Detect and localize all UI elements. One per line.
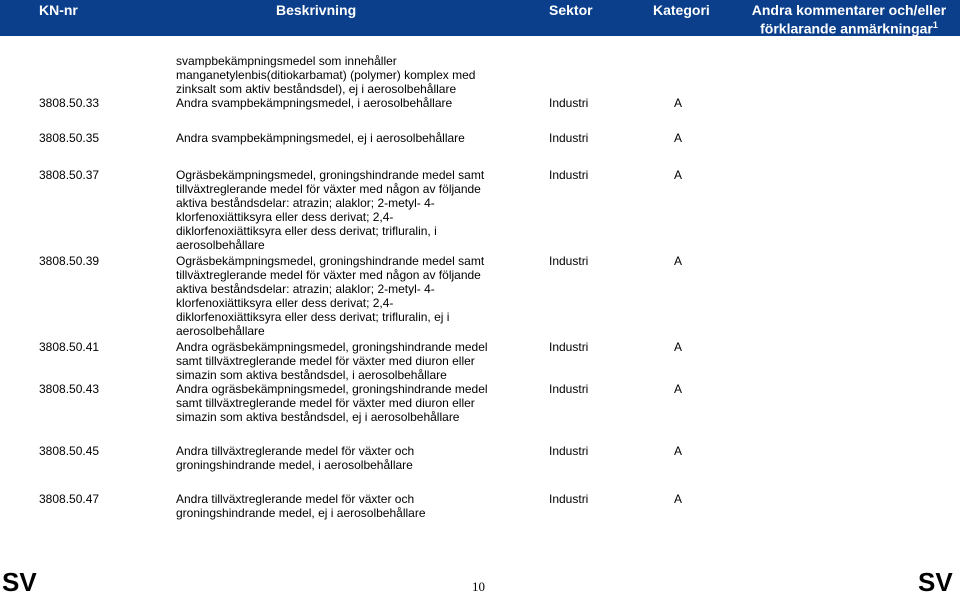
kategori-cell: A — [674, 444, 683, 458]
description-line: tillväxtreglerande medel för växter med någon av följande — [176, 182, 481, 196]
description-cell — [176, 492, 536, 520]
kn-cell: 3808.50.43 — [39, 382, 100, 396]
kn-cell: 3808.50.47 — [39, 492, 100, 506]
sektor-cell: Industri — [549, 382, 589, 396]
sektor-cell: Industri — [549, 340, 589, 354]
kategori-cell: A — [674, 340, 683, 354]
table-header — [0, 0, 960, 36]
description-line: Ogräsbekämpningsmedel, groningshindrande medel samt — [176, 168, 485, 182]
description-line: klorfenoxiättiksyra eller dess derivat; 2,4- — [176, 296, 394, 310]
kategori-cell: A — [674, 492, 683, 506]
description-cell — [176, 444, 536, 472]
sektor-cell: Industri — [549, 131, 589, 145]
description-line: manganetylenbis(ditiokarbamat) (polymer) komplex med — [176, 68, 476, 82]
description-line: Andra tillväxtreglerande medel för växter och — [176, 492, 415, 506]
header-anmarkningar — [749, 3, 949, 37]
description-line: svampbekämpningsmedel som innehåller — [176, 54, 397, 68]
description-line: aktiva beståndsdelar: atrazin; alaklor; 2-metyl- 4- — [176, 282, 435, 296]
kategori-cell: A — [674, 131, 683, 145]
sektor-cell: Industri — [549, 254, 589, 268]
description-cell — [176, 96, 536, 110]
sektor-cell: Industri — [549, 96, 589, 110]
description-cell — [176, 131, 536, 145]
description-cell — [176, 254, 536, 338]
description-line: klorfenoxiättiksyra eller dess derivat; 2,4- — [176, 210, 394, 224]
footer-language-code-left: SV — [2, 567, 37, 597]
description-line: groningshindrande medel, i aerosolbehållare — [176, 458, 413, 472]
description-line: zinksalt som aktiv beståndsdel), ej i aerosolbehållare — [176, 82, 457, 96]
kn-cell: 3808.50.33 — [39, 96, 100, 110]
description-line: groningshindrande medel, ej i aerosolbehållare — [176, 506, 426, 520]
description-cell — [176, 168, 536, 252]
description-line: samt tillväxtreglerande medel för växter med diuron eller — [176, 396, 475, 410]
description-cell — [176, 54, 536, 96]
description-line: Andra svampbekämpningsmedel, ej i aerosolbehållare — [176, 131, 465, 145]
description-line: aerosolbehållare — [176, 324, 265, 338]
description-line: tillväxtreglerande medel för växter med någon av följande — [176, 268, 481, 282]
description-line: Andra svampbekämpningsmedel, i aerosolbehållare — [176, 96, 453, 110]
kategori-cell: A — [674, 168, 683, 182]
description-line: Ogräsbekämpningsmedel, groningshindrande medel samt — [176, 254, 485, 268]
description-line: aerosolbehållare — [176, 238, 265, 252]
header-kn-nr: KN-nr — [39, 2, 78, 18]
header-sektor: Sektor — [549, 2, 593, 18]
kn-cell: 3808.50.45 — [39, 444, 100, 458]
description-line: diklorfenoxiättiksyra eller dess derivat; trifluralin, ej i — [176, 310, 450, 324]
description-line: Andra ogräsbekämpningsmedel, groningshindrande medel — [176, 382, 488, 396]
sektor-cell: Industri — [549, 168, 589, 182]
kategori-cell: A — [674, 96, 683, 110]
header-kategori: Kategori — [653, 2, 710, 18]
description-line: samt tillväxtreglerande medel för växter med diuron eller — [176, 354, 475, 368]
header-beskrivning: Beskrivning — [276, 2, 357, 18]
header-anmarkningar-line2: förklarande anmärkningar — [760, 20, 933, 37]
description-line: Andra ogräsbekämpningsmedel, groningshindrande medel — [176, 340, 488, 354]
header-anmarkningar-line1: Andra kommentarer och/eller — [751, 2, 947, 18]
sektor-cell: Industri — [549, 492, 589, 506]
kn-cell: 3808.50.35 — [39, 131, 100, 145]
description-line: Andra tillväxtreglerande medel för växter och — [176, 444, 415, 458]
description-line: simazin som aktiva beståndsdel, ej i aerosolbehållare — [176, 410, 460, 424]
description-line: aktiva beståndsdelar: atrazin; alaklor; 2-metyl- 4- — [176, 196, 435, 210]
footnote-marker: 1 — [932, 20, 938, 30]
page-number: 10 — [472, 579, 485, 594]
description-cell — [176, 340, 536, 382]
kn-cell: 3808.50.41 — [39, 340, 100, 354]
sektor-cell: Industri — [549, 444, 589, 458]
description-cell — [176, 382, 536, 424]
footer-language-code-right: SV — [918, 567, 953, 597]
description-line: simazin som aktiva beståndsdel, i aerosolbehållare — [176, 368, 447, 382]
kn-cell: 3808.50.39 — [39, 254, 100, 268]
description-line: diklorfenoxiättiksyra eller dess derivat; trifluralin, i — [176, 224, 437, 238]
kn-cell: 3808.50.37 — [39, 168, 100, 182]
kategori-cell: A — [674, 382, 683, 396]
kategori-cell: A — [674, 254, 683, 268]
